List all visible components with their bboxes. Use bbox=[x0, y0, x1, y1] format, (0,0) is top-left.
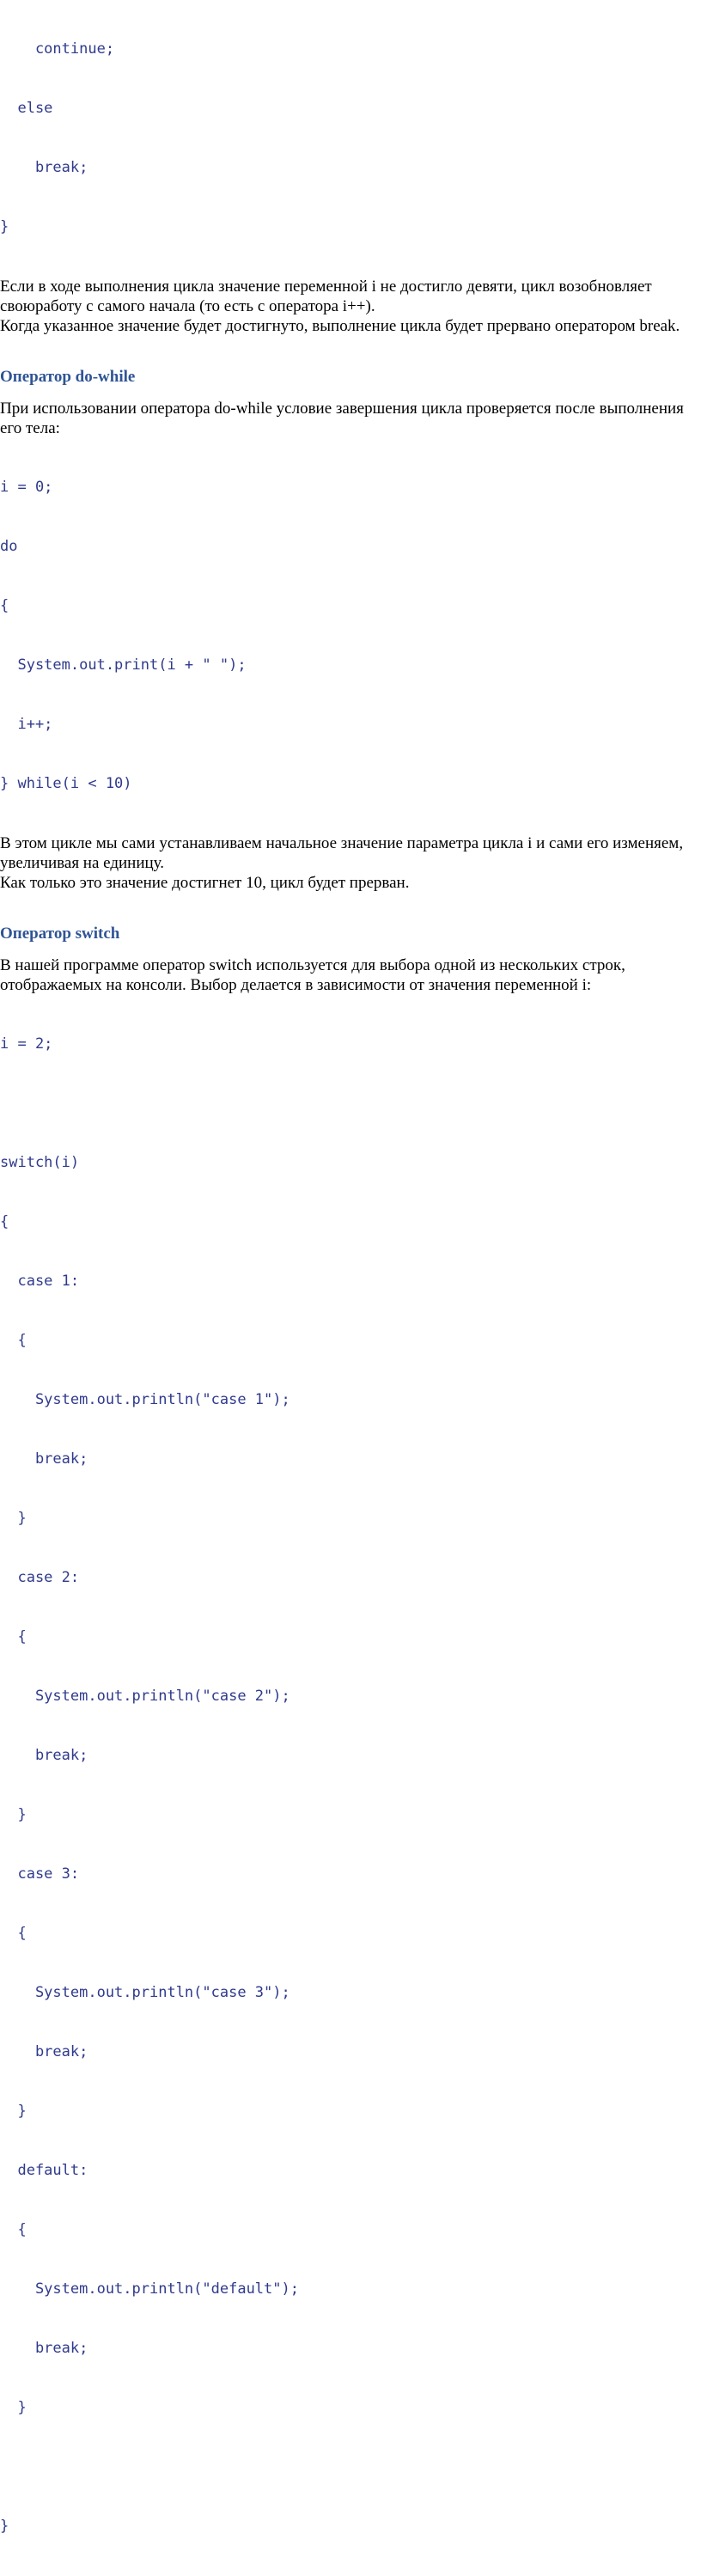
code-block-continue-break bbox=[0, 0, 701, 277]
code-line: break; bbox=[0, 2043, 88, 2060]
paragraph-switch-intro bbox=[0, 955, 701, 995]
paragraph-group-do-while bbox=[0, 833, 701, 893]
code-line: } bbox=[0, 1806, 27, 1823]
code-line: { bbox=[0, 2221, 27, 2238]
code-line: i++; bbox=[0, 716, 53, 733]
code-line: { bbox=[0, 1213, 9, 1230]
code-line: { bbox=[0, 1332, 27, 1349]
code-line: case 2: bbox=[0, 1569, 80, 1586]
code-line: { bbox=[0, 1925, 27, 1942]
code-line: { bbox=[0, 597, 9, 614]
code-line: System.out.print(i + " "); bbox=[0, 656, 247, 674]
code-line: System.out.println("case 2"); bbox=[0, 1688, 290, 1705]
paragraph-group-1 bbox=[0, 277, 701, 336]
code-block-switch bbox=[0, 1114, 701, 2576]
code-line: break; bbox=[0, 159, 88, 176]
code-line: case 1: bbox=[0, 1273, 80, 1290]
code-line: } bbox=[0, 2399, 27, 2416]
paragraph: В нашей программе оператор switch используется для выбора одной из нескольких строк, отображаемых на консоли. Выбор делается в зависимости от значения переменной i: bbox=[0, 956, 625, 994]
code-line: do bbox=[0, 538, 18, 555]
code-line: break; bbox=[0, 2340, 88, 2357]
code-line bbox=[0, 2457, 701, 2477]
code-line: System.out.println("default"); bbox=[0, 2280, 299, 2298]
code-line: System.out.println("case 3"); bbox=[0, 1984, 290, 2001]
code-line: continue; bbox=[0, 40, 115, 58]
code-line: { bbox=[0, 1628, 27, 1645]
paragraph: Как только это значение достигнет 10, цикл будет прерван. bbox=[0, 874, 410, 892]
paragraph: Когда указанное значение будет достигнуто, выполнение цикла будет прервано оператором break. bbox=[0, 317, 680, 335]
paragraph: При использовании оператора do-while условие завершения цикла проверяется после выполнения его тела: bbox=[0, 400, 684, 437]
code-block-switch-init bbox=[0, 995, 701, 1094]
code-line: default: bbox=[0, 2162, 88, 2179]
code-line: } bbox=[0, 218, 9, 235]
code-line: break; bbox=[0, 1450, 88, 1468]
code-line: } while(i < 10) bbox=[0, 775, 132, 792]
code-line: switch(i) bbox=[0, 1154, 80, 1171]
paragraph: Если в ходе выполнения цикла значение переменной i не достигло девяти, цикл возобновляет своюработу с самого начала (то есть с оператора i++). bbox=[0, 278, 652, 315]
code-line: } bbox=[0, 2518, 9, 2535]
code-line: else bbox=[0, 100, 53, 117]
paragraph: В этом цикле мы сами устанавливаем начальное значение параметра цикла i и сами его изменяем, увеличивая на единицу. bbox=[0, 834, 684, 872]
code-line: i = 0; bbox=[0, 479, 53, 496]
code-line: case 3: bbox=[0, 1865, 80, 1883]
code-line: } bbox=[0, 2103, 27, 2120]
code-line: i = 2; bbox=[0, 1035, 53, 1053]
code-line: } bbox=[0, 1510, 27, 1527]
code-line: System.out.println("case 1"); bbox=[0, 1391, 290, 1408]
section-heading-switch: Оператор switch bbox=[0, 925, 120, 943]
section-heading-do-while: Оператор do-while bbox=[0, 368, 136, 386]
code-block-do-while bbox=[0, 438, 701, 833]
paragraph-do-while-intro bbox=[0, 399, 701, 438]
code-line: break; bbox=[0, 1747, 88, 1764]
